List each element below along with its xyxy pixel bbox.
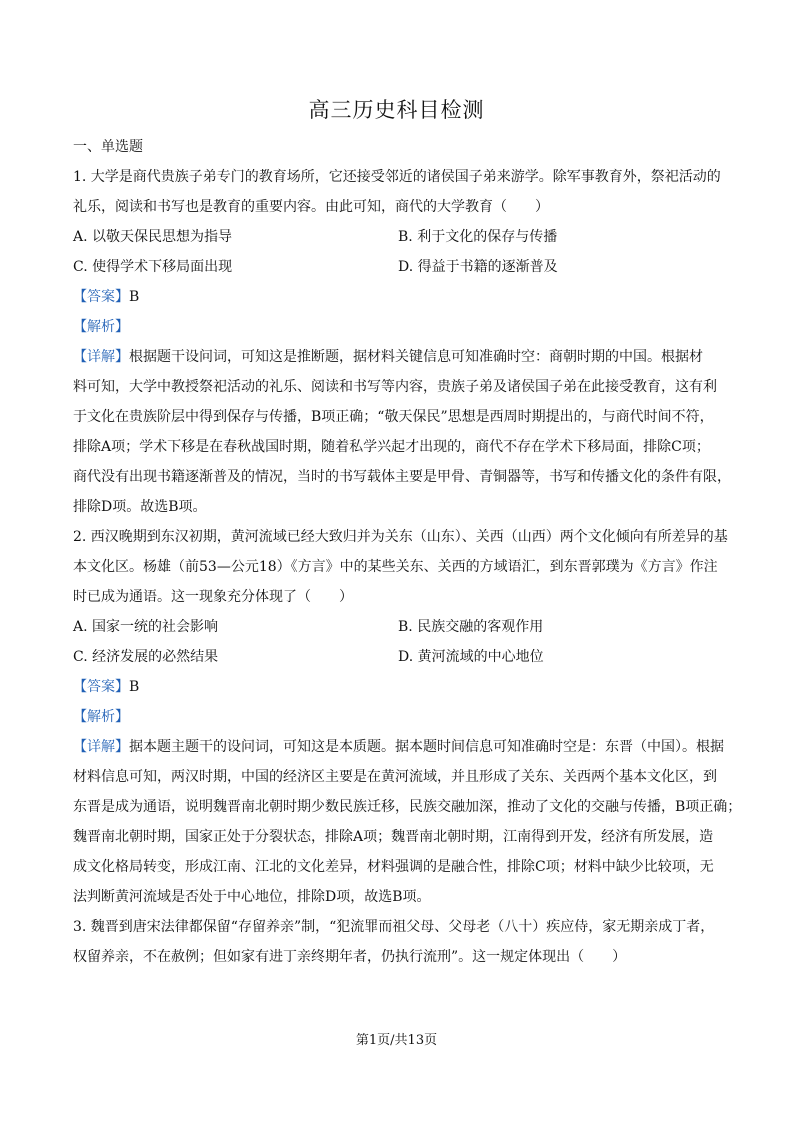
detail-tag: 【详解】 xyxy=(73,349,129,365)
detail-text: 根据题干设问词，可知这是推断题，据材料关键信息可知准确时空：商朝时期的中国。根据材 xyxy=(129,349,703,365)
options-row xyxy=(73,642,723,672)
detail-line: 成文化格局转变，形成江南、江北的文化差异，材料强调的是融合性，排除C项；材料中缺少比较项，无 xyxy=(73,859,714,875)
question-stem-line: 礼乐，阅读和书写也是教育的重要内容。由此可知，商代的大学教育（ ） xyxy=(73,199,549,215)
detail-line xyxy=(73,732,723,762)
option-a: A. 国家一统的社会影响 xyxy=(73,619,219,635)
question-list xyxy=(73,162,742,972)
detail-line: 法判断黄河流域是否处于中心地位，排除D项，故选B项。 xyxy=(73,889,431,905)
section-heading: 一、单选题 xyxy=(73,139,143,155)
answer-value: B xyxy=(129,679,140,695)
detail-line xyxy=(73,342,723,372)
detail-line: 商代没有出现书籍逐渐普及的情况，当时的书写载体主要是甲骨、青铜器等，书写和传播文化的条件有限， xyxy=(73,469,731,485)
detail-line: 东晋是成为通语，说明魏晋南北朝时期少数民族迁移，民族交融加深，推动了文化的交融与传播，B项正确； xyxy=(73,799,742,815)
answer-line xyxy=(73,282,723,312)
answer-line xyxy=(73,672,723,702)
analysis-line xyxy=(73,312,723,342)
detail-line: 排除D项。故选B项。 xyxy=(73,499,207,515)
detail-line: 排除A项；学术下移是在春秋战国时期，随着私学兴起才出现的，商代不存在学术下移局面，排除C项； xyxy=(73,439,710,455)
question-stem-line: 时已成为通语。这一现象充分体现了（ ） xyxy=(73,589,353,605)
answer-value: B xyxy=(129,289,140,305)
answer-tag: 【答案】 xyxy=(73,289,129,305)
question-stem-line: 本文化区。杨雄（前53—公元18）《方言》中的某些关东、关西的方域语汇，到东晋郭璞为《方言》作注 xyxy=(73,559,718,575)
option-d: D. 得益于书籍的逐渐普及 xyxy=(398,259,558,275)
options-row xyxy=(73,252,723,282)
detail-line: 魏晋南北朝时期，国家正处于分裂状态，排除A项；魏晋南北朝时期，江南得到开发，经济有所发展，造 xyxy=(73,829,714,845)
detail-tag: 【详解】 xyxy=(73,739,129,755)
option-d: D. 黄河流域的中心地位 xyxy=(398,649,544,665)
option-a: A. 以敬天保民思想为指导 xyxy=(73,229,233,245)
option-b: B. 利于文化的保存与传播 xyxy=(398,229,558,245)
page-footer: 第1页/共13页 xyxy=(355,1033,438,1048)
option-c: C. 经济发展的必然结果 xyxy=(73,649,219,665)
question-stem-line: 2. 西汉晚期到东汉初期，黄河流域已经大致归并为关东（山东）、关西（山西）两个文化倾向有所差异的基 xyxy=(73,529,728,545)
options-row xyxy=(73,222,723,252)
detail-line: 料可知，大学中教授祭祀活动的礼乐、阅读和书写等内容，贵族子弟及诸侯国子弟在此接受教育，这有利 xyxy=(73,379,717,395)
analysis-tag: 【解析】 xyxy=(73,319,129,335)
options-row xyxy=(73,612,723,642)
answer-tag: 【答案】 xyxy=(73,679,129,695)
detail-text: 据本题主题干的设问词，可知这是本质题。据本题时间信息可知准确时空是：东晋（中国）。根据 xyxy=(129,739,724,755)
question-stem-line: 3. 魏晋到唐宋法律都保留“存留养亲”制，“犯流罪而祖父母、父母老（八十）疾应侍，家无期亲成丁者， xyxy=(73,919,715,935)
question-stem-line: 权留养亲，不在赦例；但如家有进丁亲终期年者，仍执行流刑”。这一规定体现出（ ） xyxy=(73,949,627,965)
page-title: 高三历史科目检测 xyxy=(308,98,485,122)
question-3 xyxy=(73,912,723,972)
analysis-line xyxy=(73,702,723,732)
option-c: C. 使得学术下移局面出现 xyxy=(73,259,233,275)
analysis-tag: 【解析】 xyxy=(73,709,129,725)
detail-line: 于文化在贵族阶层中得到保存与传播，B项正确；“敬天保民”思想是西周时期提出的，与商代时间不符， xyxy=(73,409,714,425)
option-b: B. 民族交融的客观作用 xyxy=(398,619,544,635)
question-2 xyxy=(73,522,742,912)
detail-line: 材料信息可知，两汉时期，中国的经济区主要是在黄河流域，并且形成了关东、关西两个基本文化区，到 xyxy=(73,769,717,785)
question-1 xyxy=(73,162,731,522)
question-stem-line: 1. 大学是商代贵族子弟专门的教育场所，它还接受邻近的诸侯国子弟来游学。除军事教育外，祭祀活动的 xyxy=(73,169,721,185)
